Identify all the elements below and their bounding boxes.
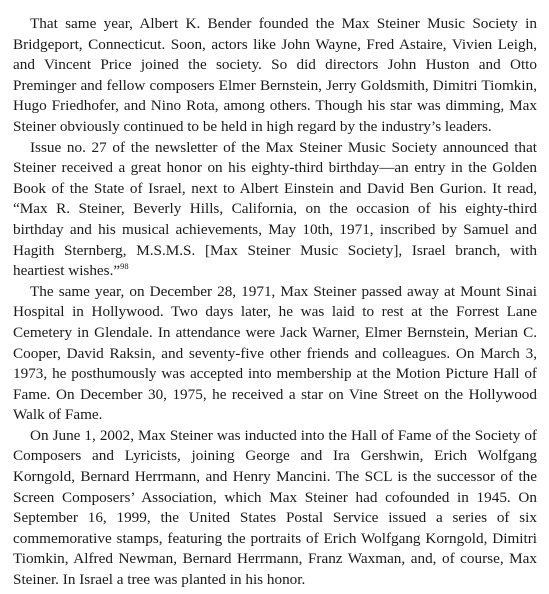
- paragraph-text: On June 1, 2002, Max Steiner was inducted into the Hall of Fame of the Society of Composers and Lyricists, joining George and Ira Gershwin, Erich Wolfgang Korngold, Bernard Herrmann, and Henry Mancini. The SCL is the successor of the Screen Composers’ Association, which Max Steiner had cofounded in 1945. On September 16, 1999, the United States Postal Service issued a series of six commemorative stamps, featuring the portraits of Erich Wolfgang Korngold, Dimitri Tiomkin, Alfred Newman, Bernard Herrmann, Franz Waxman, and, of course, Max Steiner. In Israel a tree was planted in his honor.: [13, 426, 537, 589]
- paragraph-hall-of-fame: [13, 426, 537, 591]
- paragraph-text: The same year, on December 28, 1971, Max Steiner passed away at Mount Sinai Hospital in Hollywood. Two days later, he was laid to rest at the Forrest Lane Cemetery in Glendale. In attendance were Jack Warner, Elmer Bernstein, Merian C. Cooper, David Raksin, and seventy-five other friends and colleagues. On March 3, 1973, he posthumously was accepted into membership at the Motion Picture Hall of Fame. On December 30, 1975, he received a star on Vine Street on the Hollywood Walk of Fame.: [13, 282, 537, 424]
- footnote-marker[interactable]: 98: [120, 261, 129, 272]
- paragraph-text: Issue no. 27 of the newsletter of the Max Steiner Music Society announced that Steiner received a great honor on his eighty-third birthday—an entry in the Golden Book of the State of Israel, next to Albert Einstein and David Ben Gurion. It read, “Max R. Steiner, Beverly Hills, California, on the occasion of his eighty-third birthday and his musical achievements, May 10th, 1971, inscribed by Samuel and Hagith Sternberg, M.S.M.S. [Max Steiner Music Society], Israel branch, with heartiest wishes.”: [13, 138, 537, 280]
- paragraph-death-honors: [13, 282, 537, 426]
- paragraph-steiner-society: [13, 14, 537, 138]
- book-page: [13, 14, 537, 591]
- paragraph-text: That same year, Albert K. Bender founded the Max Steiner Music Society in Bridgeport, Connecticut. Soon, actors like John Wayne, Fred Astaire, Vivien Leigh, and Vincent Price joined the society. So did directors John Huston and Otto Preminger and fellow composers Elmer Bernstein, Jerry Goldsmith, Dimitri Tiomkin, Hugo Friedhofer, and Nino Rota, among others. Though his star was dimming, Max Steiner obviously continued to be held in high regard by the industry’s leaders.: [13, 15, 537, 135]
- paragraph-golden-book: [13, 138, 537, 282]
